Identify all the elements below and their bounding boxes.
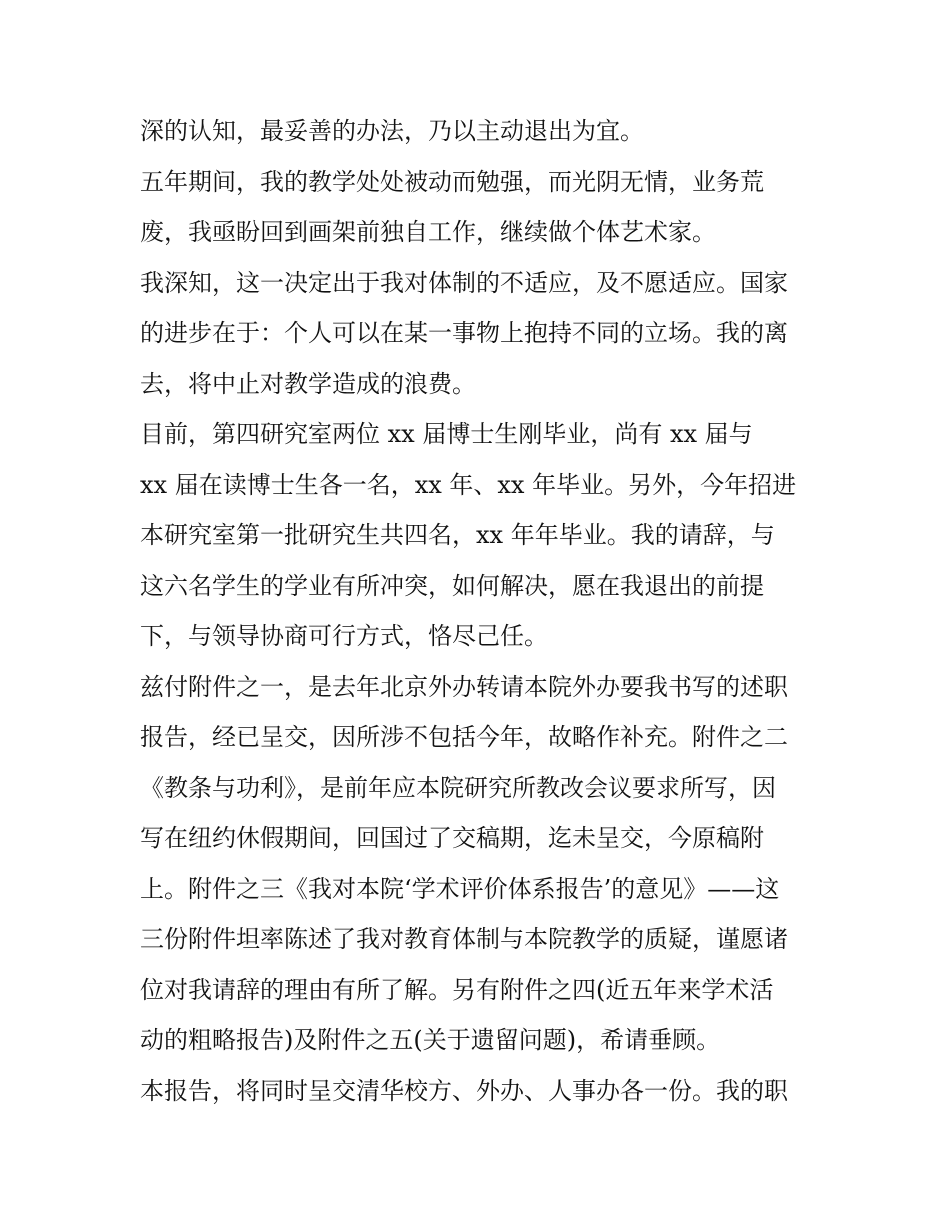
text-line: 写在纽约休假期间，回国过了交稿期，迄未呈交，今原稿附	[140, 824, 764, 852]
text-line: 这六名学生的学业有所冲突，如何解决，愿在我退出的前提	[140, 571, 764, 600]
text-line: 我深知，这一决定出于我对体制的不适应，及不愿适应。国家	[140, 268, 788, 297]
text-line: 《教条与功利》，是前年应本院研究所教改会议要求所写，因	[140, 773, 776, 802]
text-line: 兹付附件之一，是去年北京外办转请本院外办要我书写的述职	[140, 672, 788, 701]
text-line: 五年期间，我的教学处处被动而勉强，而光阴无情，业务荒	[140, 167, 764, 196]
text-line: 废，我亟盼回到画架前独自工作，继续做个体艺术家。	[140, 218, 716, 246]
text-line: 报告，经已呈交，因所涉不包括今年，故略作补充。附件之二	[140, 723, 788, 751]
text-line: 下，与领导协商可行方式，恪尽己任。	[140, 622, 548, 650]
text-line: 上。附件之三《我对本院‘学术评价体系报告’的意见》——这	[140, 874, 780, 903]
text-line: xx 届在读博士生各一名，xx 年、xx 年毕业。另外，今年招进	[140, 470, 797, 499]
text-line: 深的认知，最妥善的办法，乃以主动退出为宜。	[140, 117, 644, 145]
text-line: 去，将中止对教学造成的浪费。	[140, 369, 476, 398]
text-line: 的进步在于：个人可以在某一事物上抱持不同的立场。我的离	[140, 319, 788, 347]
text-line: 位对我请辞的理由有所了解。另有附件之四(近五年来学术活	[140, 975, 774, 1004]
body-text	[140, 106, 820, 1116]
text-line: 动的粗略报告)及附件之五(关于遗留问题)，希请垂顾。	[140, 1026, 721, 1054]
text-line: 本研究室第一批研究生共四名，xx 年年毕业。我的请辞，与	[140, 521, 775, 549]
text-line: 三份附件坦率陈述了我对教育体制与本院教学的质疑，谨愿诸	[140, 925, 788, 953]
text-line: 本报告，将同时呈交清华校方、外办、人事办各一份。我的职	[140, 1076, 788, 1105]
text-line: 目前，第四研究室两位 xx 届博士生刚毕业，尚有 xx 届与	[140, 420, 753, 448]
